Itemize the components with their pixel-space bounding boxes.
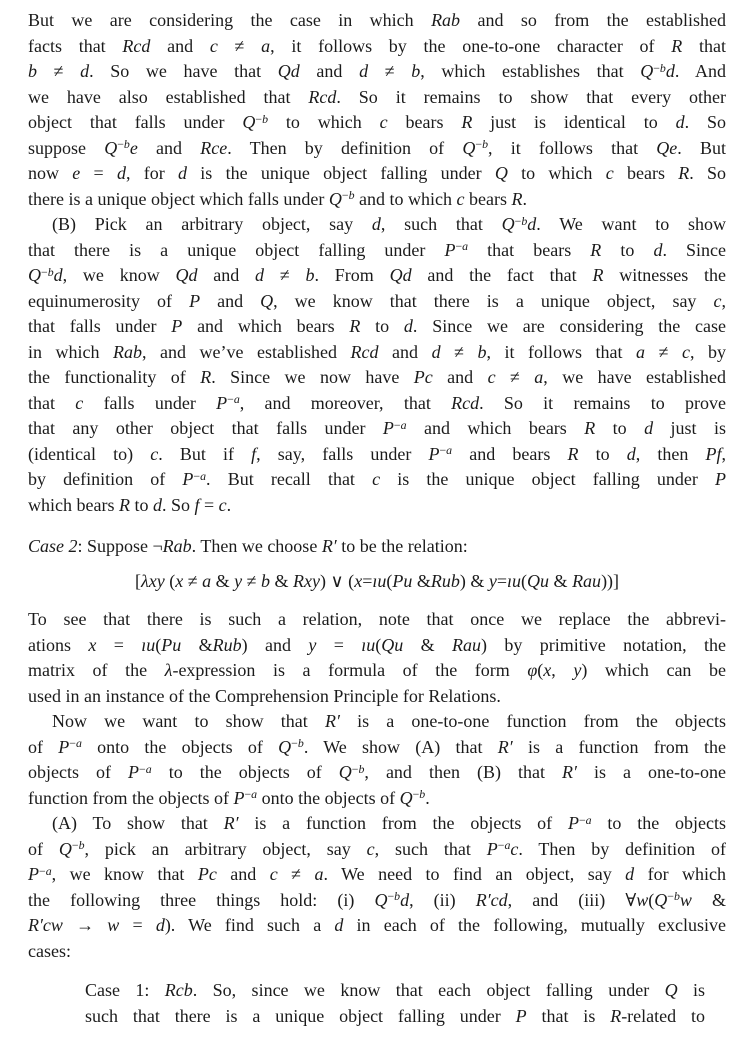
superscript: −a (139, 761, 152, 776)
superscript: −a (455, 239, 469, 254)
text-line: the following three things hold: (i) $Q^{-b}d$, (ii) R′cd, and (iii) $\forall w(Q^{-b}w$ & (28, 889, 726, 910)
text-line: of $P^{-a}$ onto the objects of $Q^{-b}$. We show (A) that R′ is a function from the (28, 736, 726, 757)
text-line: (identical to) c. But if f, say, falls under $P^{-a}$ and bears R to d, then Pf, (28, 443, 726, 464)
paragraph-7 (28, 811, 726, 964)
text-line: suppose $Q^{-b}e$ and Rce. Then by definition of $Q^{-b}$, it follows that Qe. But (28, 137, 727, 158)
superscript: −a (578, 812, 592, 827)
text-line: objects of $P^{-a}$ to the objects of $Q^{-b}$, and then (B) that R′ is a one-to-one (28, 761, 726, 782)
superscript: −b (41, 264, 54, 279)
superscript: −a (497, 838, 511, 853)
text-line: object that falls under $Q^{-b}$ to which c bears R just is identical to d. So (28, 111, 726, 132)
formula-4 (28, 569, 726, 595)
text-line: b ≠ d. So we have that Qd and d ≠ b, which establishes that $Q^{-b}d$. And (28, 60, 726, 81)
superscript: −b (341, 188, 355, 203)
text-line: that c falls under $P^{-a}$, and moreover, that Rcd. So it remains to prove (28, 392, 726, 413)
superscript: −b (667, 889, 680, 904)
text-line: such that there is a unique object falling under P that is R-related to (85, 1005, 706, 1026)
superscript: −a (244, 787, 258, 802)
text-line: the functionality of R. Since we now have Pc and c ≠ a, we have established (28, 367, 726, 387)
text-line: which bears R to d. So f = c. (28, 494, 232, 515)
text-line: matrix of the λ-expression is a formula of the form φ(x, y) which can be (28, 660, 726, 680)
superscript: −b (653, 60, 666, 75)
case-quote-8 (28, 978, 726, 1029)
text-line: But we are considering the case in which Rab and so from the established (28, 10, 726, 30)
text-line: $P^{-a}$, we know that Pc and c ≠ a. We need to find an object, say d for which (28, 863, 727, 884)
superscript: −a (439, 443, 453, 458)
text-line: R′cw → w = d). We find such a d in each of the following, mutually exclusive (28, 915, 727, 935)
superscript: −b (71, 838, 85, 853)
text-line: (A) To show that R′ is a function from the objects of $P^{-a}$ to the objects (52, 812, 726, 833)
text-line: there is a unique object which falls under $Q^{-b}$ and to which c bears R. (28, 188, 528, 209)
superscript: −a (193, 468, 207, 483)
text-line: Now we want to show that R′ is a one-to-one function from the objects (52, 711, 726, 731)
case-heading-3 (28, 534, 726, 560)
text-line: cases: (28, 940, 71, 961)
superscript: −b (387, 889, 401, 904)
superscript: −b (514, 213, 528, 228)
text-line: by definition of $P^{-a}$. But recall that c is the unique object falling under P (28, 468, 726, 489)
text-line: equinumerosity of P and Q, we know that there is a unique object, say c, (28, 290, 726, 311)
superscript: −a (227, 392, 240, 407)
text-line: we have also established that Rcd. So it remains to show that every other (28, 86, 726, 107)
superscript: −a (69, 736, 82, 751)
paragraph-6 (28, 709, 726, 811)
text-line: Case 1: Rcb. So, since we know that each object falling under Q is (85, 980, 705, 1000)
text-line: facts that Rcd and c ≠ a, it follows by the one-to-one character of R that (28, 35, 726, 56)
text-line: (B) Pick an arbitrary object, say d, such that $Q^{-b}d$. We want to show (52, 213, 726, 234)
paragraph-2 (28, 212, 726, 518)
superscript: −b (475, 137, 488, 152)
text-line: of $Q^{-b}$, pick an arbitrary object, say c, such that $P^{-a}c$. Then by definition of (28, 838, 727, 859)
text-line: that there is a unique object falling under $P^{-a}$ that bears R to d. Since (28, 239, 726, 260)
text-line: Case 2: Suppose ¬Rab. Then we choose R′ to be the relation: (28, 536, 468, 556)
superscript: −b (412, 787, 426, 802)
text-line: $Q^{-b}d$, we know Qd and d ≠ b. From Qd and the fact that R witnesses the (28, 264, 726, 285)
text-line: now e = d, for d is the unique object falling under Q to which c bears R. So (28, 163, 727, 183)
superscript: −b (351, 761, 365, 776)
text-line: in which Rab, and we’ve established Rcd and d ≠ b, it follows that a ≠ c, by (28, 341, 726, 362)
superscript: −b (117, 137, 130, 152)
superscript: −b (291, 736, 304, 751)
superscript: −a (39, 863, 52, 878)
superscript: −b (255, 111, 269, 126)
text-line: that any other object that falls under $P^{-a}$ and which bears R to d just is (28, 417, 726, 438)
text-line: [λxy (x ≠ a & y ≠ b & Rxy) ∨ (x=ıu(Pu &Rub) & y=ıu(Qu & Rau))] (134, 570, 620, 591)
text-line: that falls under P and which bears R to d. Since we are considering the case (28, 316, 726, 336)
paragraph-5 (28, 607, 726, 709)
superscript: −a (393, 417, 407, 432)
text-line: function from the objects of $P^{-a}$ onto the objects of $Q^{-b}$. (28, 787, 430, 808)
text-line: ations x = ıu(Pu &Rub) and y = ıu(Qu & Rau) by primitive notation, the (28, 634, 726, 655)
text-line: To see that there is such a relation, note that once we replace the abbrevi- (28, 609, 726, 629)
text-line: used in an instance of the Comprehension Principle for Relations. (28, 685, 501, 706)
paragraph-1 (28, 8, 726, 212)
